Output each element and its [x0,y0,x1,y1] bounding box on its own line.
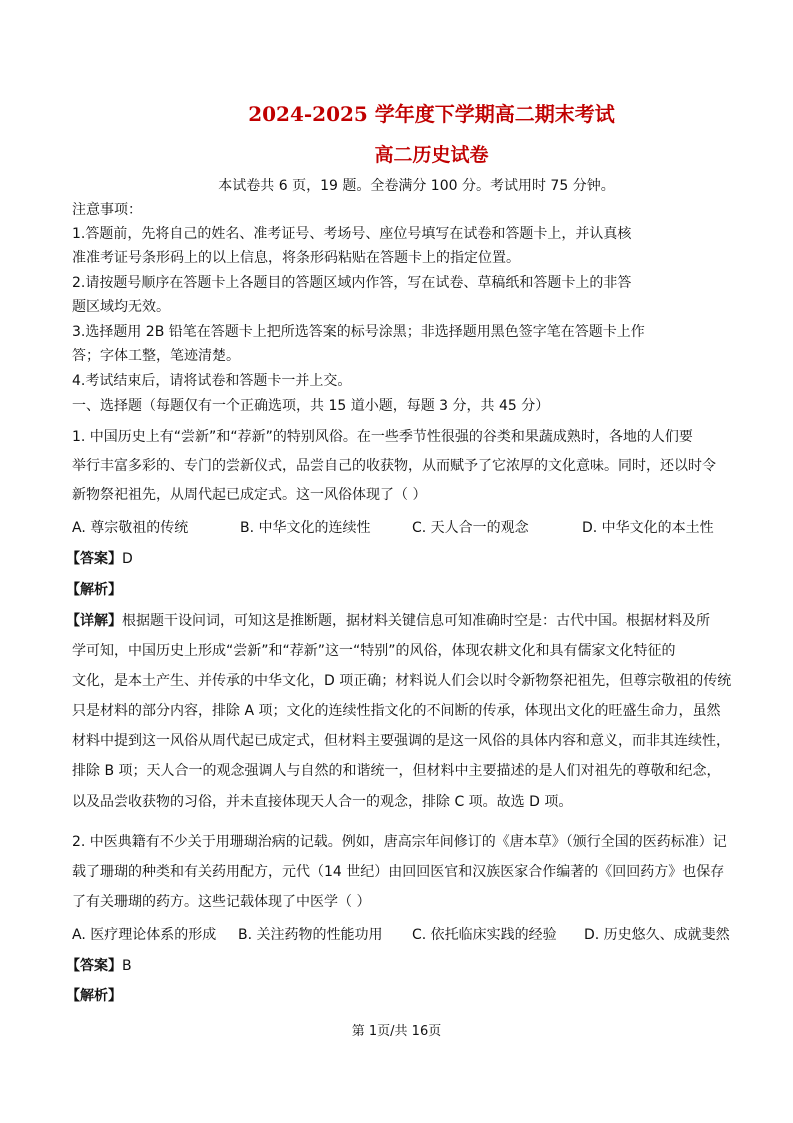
question-2-line: 2. 中医典籍有不少关于用珊瑚治病的记载。例如，唐高宗年间修订的《唐本草》（颁行全国的医药标准）记 [72,834,727,850]
q1-answer [66,549,736,569]
q2-option-a: A. 医疗理论体系的形成 [72,927,217,943]
q2-option-b: B. 关注药物的性能功用 [238,927,383,943]
q1-option-a: A. 尊宗敬祖的传统 [72,520,189,536]
q1-detail-line: 文化，是本土产生、并传承的中华文化，D 项正确；材料说人们会以时令新物祭祀祖先，但尊宗敬祖的传统 [72,673,732,689]
q1-detail-line: 只是材料的部分内容，排除 A 项；文化的连续性指文化的不间断的传承，体现出文化的旺盛生命力，虽然 [72,703,721,719]
notes-line: 答；字体工整，笔迹清楚。 [72,348,240,364]
question-2-line: 载了珊瑚的种类和有关药用配方，元代（14 世纪）由回回医官和汉族医家合作编著的《回回药方》也保存 [72,864,725,880]
q1-detail-line: 材料中提到这一风俗从周代起已成定式，但材料主要强调的是这一风俗的具体内容和意义，而非其连续性， [72,733,730,749]
q2-option-c: C. 依托临床实践的经验 [412,927,557,943]
q1-option-b: B. 中华文化的连续性 [240,520,371,536]
q1-detail-line: 排除 B 项；天人合一的观念强调人与自然的和谐统一，但材料中主要描述的是人们对祖先的尊敬和纪念， [72,763,721,779]
question-1-line: 1. 中国历史上有“尝新”和“荐新”的特别风俗。在一些季节性很强的谷类和果蔬成熟时，各地的人们要 [72,429,693,445]
answer-tag: 【答案】 [66,551,122,567]
answer-value: B [122,958,132,974]
exam-info: 本试卷共 6 页，19 题。全卷满分 100 分。考试用时 75 分钟。 [218,178,615,194]
q1-option-c: C. 天人合一的观念 [412,520,529,536]
notes-line: 3.选择题用 2B 铅笔在答题卡上把所选答案的标号涂黑；非选择题用黑色签字笔在答题卡上作 [72,324,645,340]
notes-heading: 注意事项： [72,202,142,218]
notes-line: 1.答题前，先将自己的姓名、准考证号、考场号、座位号填写在试卷和答题卡上，并认真核 [72,226,632,242]
q1-detail-line [66,611,736,631]
question-2-line: 了有关珊瑚的药方。这些记载体现了中医学（ ） [72,894,371,910]
answer-value: D [122,551,133,567]
q2-analysis-tag: 【解析】 [66,988,122,1004]
notes-line: 2.请按题号顺序在答题卡上各题目的答题区域内作答，写在试卷、草稿纸和答题卡上的非答 [72,275,632,291]
page-number: 第 1页/共 16页 [351,1024,442,1039]
q1-option-d: D. 中华文化的本土性 [582,520,714,536]
q2-option-d: D. 历史悠久、成就斐然 [584,927,730,943]
notes-line: 4.考试结束后，请将试卷和答题卡一并上交。 [72,373,352,389]
q2-answer [66,956,736,976]
question-1-line: 新物祭祀祖先，从周代起已成定式。这一风俗体现了（ ） [72,487,427,503]
exam-subtitle: 高二历史试卷 [374,144,489,166]
section-heading: 一、选择题（每题仅有一个正确选项，共 15 道小题，每题 3 分，共 45 分） [72,398,550,414]
detail-tag: 【详解】 [66,613,122,629]
notes-line: 题区域均无效。 [72,299,170,315]
q1-analysis-tag: 【解析】 [66,582,122,598]
detail-text: 根据题干设问词，可知这是推断题，据材料关键信息可知准确时空是：古代中国。根据材料及所 [122,613,710,629]
q1-detail-line: 以及品尝收获物的习俗，并未直接体现天人合一的观念，排除 C 项。故选 D 项。 [72,794,573,810]
q1-detail-line: 学可知，中国历史上形成“尝新”和“荐新”这一“特别”的风俗，体现农耕文化和具有儒家文化特征的 [72,643,676,659]
exam-title: 2024-2025 学年度下学期高二期末考试 [248,102,615,126]
answer-tag: 【答案】 [66,958,122,974]
question-1-line: 举行丰富多彩的、专门的尝新仪式，品尝自己的收获物，从而赋予了它浓厚的文化意味。同时，还以时令 [72,458,716,474]
notes-line: 准准考证号条形码上的以上信息，将条形码粘贴在答题卡上的指定位置。 [72,250,520,266]
